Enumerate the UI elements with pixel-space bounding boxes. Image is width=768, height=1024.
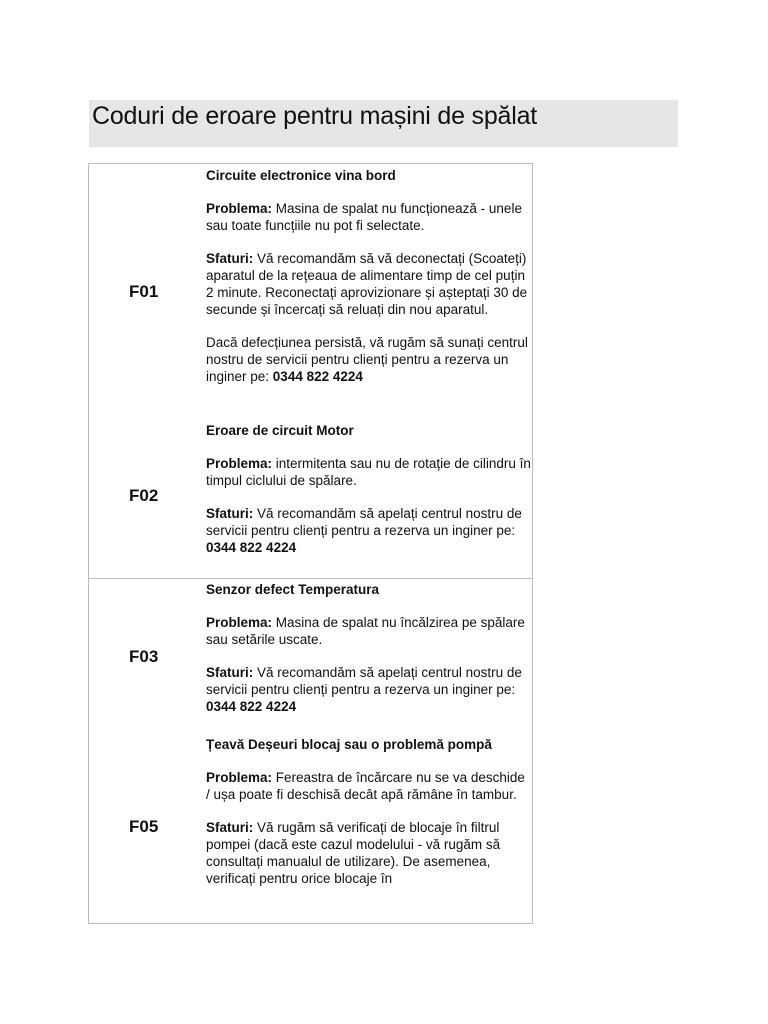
error-description — [206, 167, 531, 401]
error-heading: Circuite electronice vina bord — [206, 168, 396, 183]
advice-label: Sfaturi: — [206, 251, 254, 266]
advice-label: Sfaturi: — [206, 506, 254, 521]
advice-label: Sfaturi: — [206, 665, 254, 680]
error-description — [206, 422, 531, 572]
error-code: F05 — [129, 817, 159, 836]
extra-paragraph — [206, 334, 531, 385]
problem-label: Problema: — [206, 770, 273, 785]
problem-text: Fereastra de încărcare nu se va deschide / ușa poate fi deschisă decât apă rămâne în tambur. — [206, 770, 525, 802]
error-description — [206, 581, 531, 731]
phone-number: 0344 822 4224 — [206, 699, 297, 714]
advice-label: Sfaturi: — [206, 820, 254, 835]
problem-text: Masina de spalat nu încălzirea pe spălare sau setările uscate. — [206, 615, 525, 647]
advice-text: Vă recomandăm să apelați centrul nostru de servicii pentru clienți pentru a rezerva un inginer pe: — [206, 665, 522, 697]
problem-paragraph — [206, 200, 531, 234]
problem-paragraph — [206, 614, 531, 648]
problem-paragraph — [206, 455, 531, 489]
table-row — [89, 578, 532, 924]
advice-text: Vă recomandăm să apelați centrul nostru de servicii pentru clienți pentru a rezerva un inginer pe: — [206, 506, 522, 538]
problem-label: Problema: — [206, 615, 273, 630]
advice-paragraph — [206, 664, 531, 715]
problem-text: intermitenta sau nu de rotație de cilindru în timpul ciclului de spălare. — [206, 456, 531, 488]
table-row — [89, 164, 532, 579]
error-heading: Țeavă Deșeuri blocaj sau o problemă pompă — [206, 737, 492, 752]
extra-text: Dacă defecțiunea persistă, vă rugăm să sunați centrul nostru de servicii pentru clienți pentru a rezerva un inginer pe: — [206, 335, 528, 384]
title-bar — [89, 100, 678, 147]
error-description — [206, 736, 531, 903]
advice-paragraph — [206, 819, 531, 887]
problem-paragraph — [206, 769, 531, 803]
phone-number: 0344 822 4224 — [206, 540, 297, 555]
phone-number: 0344 822 4224 — [272, 369, 363, 384]
advice-paragraph — [206, 505, 531, 556]
error-codes-table — [88, 163, 533, 924]
advice-text: Vă rugăm să verificați de blocaje în filtrul pompei (dacă este cazul modelului - vă rugăm să consultați manualul de utilizare). De asemenea, verificați pentru orice blocaje în — [206, 820, 501, 886]
error-code: F01 — [129, 282, 159, 301]
problem-label: Problema: — [206, 456, 273, 471]
advice-text: Vă recomandăm să vă deconectați (Scoateți) aparatul de la rețeaua de alimentare timp de cel puțin 2 minute. Reconectați aprovizionare și așteptați 30 de secunde și încercați să reluați din nou aparatul. — [206, 251, 528, 317]
problem-text: Masina de spalat nu funcționează - unele sau toate funcțiile nu pot fi selectate. — [206, 201, 522, 233]
error-code: F03 — [129, 647, 159, 666]
advice-paragraph — [206, 250, 531, 318]
page-title: Coduri de eroare pentru mașini de spălat — [92, 102, 538, 130]
error-heading: Senzor defect Temperatura — [206, 582, 380, 597]
error-heading: Eroare de circuit Motor — [206, 423, 354, 438]
problem-label: Problema: — [206, 201, 273, 216]
error-code: F02 — [129, 486, 159, 505]
